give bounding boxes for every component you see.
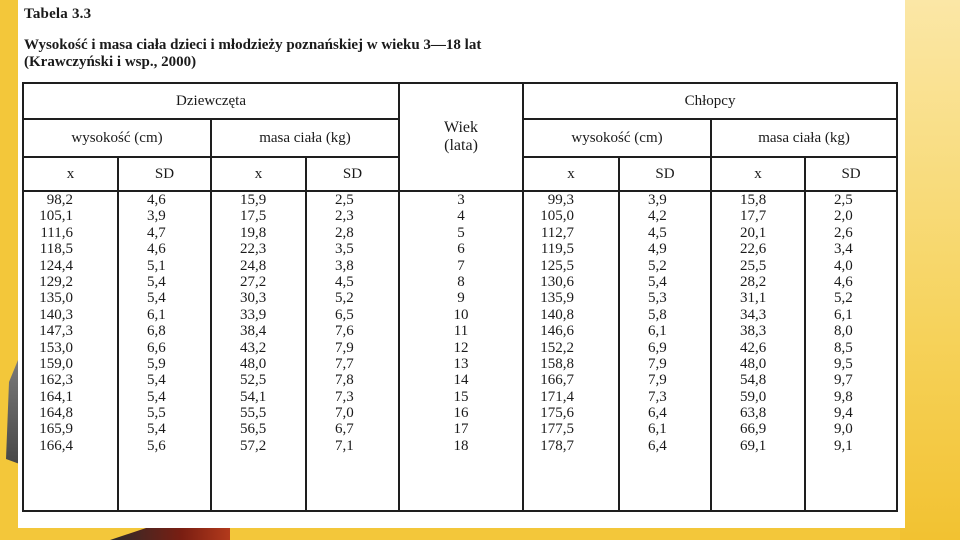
boys-height-mean-column <box>523 191 619 511</box>
table-cell: 9,7 <box>834 372 853 389</box>
table-cell: 18 <box>453 437 469 454</box>
table-cell: 16 <box>453 405 469 422</box>
table-cell: 48,0 <box>240 355 267 372</box>
table-cell: 5,4 <box>648 273 667 290</box>
table-cell: 5,3 <box>648 290 667 307</box>
table-cell: 34,3 <box>740 306 767 323</box>
table-cell: 7,0 <box>335 405 354 422</box>
table-cell: 2,5 <box>834 192 853 208</box>
table-cell: 7,9 <box>648 355 667 372</box>
boys-mass-sd-column <box>805 191 897 511</box>
table-cell: 140,3 <box>39 306 73 323</box>
table-cell: 105,1 <box>39 208 73 225</box>
table-cell: 7,9 <box>648 372 667 389</box>
table-cell: 119,5 <box>540 241 575 258</box>
table-cell: 4,2 <box>648 208 667 225</box>
table-cell: 166,4 <box>39 437 73 454</box>
table-cell: 54,1 <box>240 388 267 405</box>
table-cell: 5,4 <box>147 273 166 290</box>
table-cell: 9,4 <box>834 405 853 422</box>
table-cell: 2,0 <box>834 208 853 225</box>
table-cell: 30,3 <box>240 290 267 307</box>
table-cell: 6,9 <box>648 339 667 356</box>
girls-mass-mean-header: x <box>211 157 306 191</box>
table-cell: 10 <box>453 306 469 323</box>
height-mass-table <box>22 82 898 512</box>
table-cell: 7,3 <box>648 388 667 405</box>
table-cell: 27,2 <box>240 273 267 290</box>
table-cell: 4,9 <box>648 241 667 258</box>
table-cell: 38,4 <box>240 323 267 340</box>
table-cell: 5,2 <box>335 290 354 307</box>
table-cell: 4,6 <box>147 241 166 258</box>
background-right-stripe <box>900 0 960 540</box>
table-cell: 124,4 <box>39 257 73 274</box>
table-cell: 6,8 <box>147 323 166 340</box>
boys-mass-header: masa ciała (kg) <box>711 119 897 157</box>
table-cell: 9,5 <box>834 355 853 372</box>
table-cell: 152,2 <box>540 339 575 356</box>
girls-height-sd-column <box>118 191 211 511</box>
table-cell: 8 <box>457 273 465 290</box>
table-cell: 17,7 <box>740 208 767 225</box>
girls-mass-header: masa ciała (kg) <box>211 119 399 157</box>
table-cell: 2,6 <box>834 224 853 241</box>
table-cell: 7 <box>457 257 465 274</box>
table-cell: 135,9 <box>540 290 575 307</box>
table-cell: 9,8 <box>834 388 853 405</box>
table-cell: 164,1 <box>39 388 73 405</box>
table-cell: 7,6 <box>335 323 354 340</box>
table-cell: 48,0 <box>740 355 767 372</box>
table-cell: 24,8 <box>240 257 267 274</box>
table-cell: 5,9 <box>147 355 166 372</box>
table-cell: 7,8 <box>335 372 354 389</box>
table-cell: 6 <box>457 241 465 258</box>
table-cell: 22,3 <box>240 241 267 258</box>
table-cell: 98,2 <box>46 192 73 208</box>
table-cell: 6,1 <box>648 323 667 340</box>
table-cell: 2,5 <box>335 192 354 208</box>
table-cell: 15,9 <box>240 192 267 208</box>
table-cell: 54,8 <box>740 372 767 389</box>
table-cell: 4,6 <box>147 192 166 208</box>
table-cell: 5,4 <box>147 421 166 438</box>
boys-height-mean-header: x <box>523 157 619 191</box>
table-cell: 6,6 <box>147 339 166 356</box>
table-cell: 3,8 <box>335 257 354 274</box>
table-cell: 153,0 <box>39 339 73 356</box>
table-cell: 3,5 <box>335 241 354 258</box>
table-cell: 3 <box>457 192 465 208</box>
boys-height-sd-header: SD <box>619 157 711 191</box>
table-cell: 2,8 <box>335 224 354 241</box>
table-cell: 105,0 <box>540 208 575 225</box>
table-cell: 159,0 <box>39 355 73 372</box>
table-cell: 28,2 <box>740 273 767 290</box>
table-cell: 7,9 <box>335 339 354 356</box>
table-cell: 129,2 <box>39 273 73 290</box>
table-cell: 5,5 <box>147 405 166 422</box>
table-cell: 6,7 <box>335 421 354 438</box>
table-cell: 7,7 <box>335 355 354 372</box>
girls-header: Dziewczęta <box>23 83 399 119</box>
girls-mass-sd-header: SD <box>306 157 399 191</box>
table-cell: 6,4 <box>648 405 667 422</box>
girls-mass-mean-column <box>211 191 306 511</box>
table-cell: 55,5 <box>240 405 267 422</box>
table-cell: 33,9 <box>240 306 267 323</box>
girls-height-mean-header: x <box>23 157 118 191</box>
table-cell: 4,0 <box>834 257 853 274</box>
age-column <box>399 191 523 511</box>
table-cell: 5,4 <box>147 290 166 307</box>
table-cell: 166,7 <box>540 372 575 389</box>
table-cell: 164,8 <box>39 405 73 422</box>
table-cell: 5,4 <box>147 372 166 389</box>
table-cell: 6,4 <box>648 437 667 454</box>
table-cell: 146,6 <box>540 323 575 340</box>
table-cell: 171,4 <box>540 388 575 405</box>
age-header <box>399 83 523 191</box>
table-cell: 177,5 <box>540 421 575 438</box>
table-cell: 59,0 <box>740 388 767 405</box>
table-cell: 3,4 <box>834 241 853 258</box>
table-source: (Krawczyński i wsp., 2000) <box>24 54 197 70</box>
table-cell: 162,3 <box>39 372 73 389</box>
table-cell: 3,9 <box>648 192 667 208</box>
table-cell: 125,5 <box>540 257 575 274</box>
table-cell: 175,6 <box>540 405 575 422</box>
boys-mass-mean-column <box>711 191 805 511</box>
table-cell: 5,4 <box>147 388 166 405</box>
boys-height-sd-column <box>619 191 711 511</box>
table-cell: 69,1 <box>740 437 767 454</box>
girls-height-mean-column <box>23 191 118 511</box>
table-cell: 130,6 <box>540 273 575 290</box>
table-cell: 17,5 <box>240 208 267 225</box>
table-cell: 135,0 <box>39 290 73 307</box>
table-cell: 3,9 <box>147 208 166 225</box>
table-cell: 17 <box>453 421 469 438</box>
table-cell: 9,0 <box>834 421 853 438</box>
table-cell: 13 <box>453 355 469 372</box>
table-cell: 5,2 <box>648 257 667 274</box>
table-cell: 11 <box>453 323 469 340</box>
boys-header: Chłopcy <box>523 83 897 119</box>
boys-mass-mean-header: x <box>711 157 805 191</box>
girls-height-header: wysokość (cm) <box>23 119 211 157</box>
table-cell: 147,3 <box>39 323 73 340</box>
table-cell: 7,3 <box>335 388 354 405</box>
table-cell: 14 <box>453 372 469 389</box>
table-cell: 38,3 <box>740 323 767 340</box>
table-cell: 5,1 <box>147 257 166 274</box>
table-cell: 140,8 <box>540 306 575 323</box>
table-cell: 12 <box>453 339 469 356</box>
table-cell: 66,9 <box>740 421 767 438</box>
table-cell: 112,7 <box>540 224 575 241</box>
table-cell: 5,8 <box>648 306 667 323</box>
table-cell: 63,8 <box>740 405 767 422</box>
boys-height-header: wysokość (cm) <box>523 119 711 157</box>
table-cell: 2,3 <box>335 208 354 225</box>
table-cell: 158,8 <box>540 355 575 372</box>
table-cell: 15,8 <box>740 192 767 208</box>
table-cell: 20,1 <box>740 224 767 241</box>
table-cell: 19,8 <box>240 224 267 241</box>
girls-mass-sd-column <box>306 191 399 511</box>
table-cell: 43,2 <box>240 339 267 356</box>
table-cell: 8,5 <box>834 339 853 356</box>
table-cell: 9 <box>457 290 465 307</box>
table-cell: 6,5 <box>335 306 354 323</box>
table-cell: 4 <box>457 208 465 225</box>
table-number: Tabela 3.3 <box>24 6 92 22</box>
table-cell: 111,6 <box>40 224 73 241</box>
boys-mass-sd-header: SD <box>805 157 897 191</box>
table-cell: 178,7 <box>540 437 575 454</box>
table-title: Wysokość i masa ciała dzieci i młodzieży poznańskiej w wieku 3—18 lat <box>24 37 482 53</box>
age-header-label: Wiek (lata) <box>444 119 479 154</box>
table-cell: 118,5 <box>39 241 73 258</box>
table-cell: 22,6 <box>740 241 767 258</box>
scanned-table-page <box>18 0 905 528</box>
table-cell: 7,1 <box>335 437 354 454</box>
table-cell: 5,6 <box>147 437 166 454</box>
table-cell: 99,3 <box>547 192 575 208</box>
table-cell: 4,6 <box>834 273 853 290</box>
table-cell: 52,5 <box>240 372 267 389</box>
table-cell: 5 <box>457 224 465 241</box>
table-cell: 56,5 <box>240 421 267 438</box>
table-cell: 4,5 <box>648 224 667 241</box>
table-cell: 31,1 <box>740 290 767 307</box>
table-cell: 6,1 <box>834 306 853 323</box>
table-cell: 57,2 <box>240 437 267 454</box>
table-cell: 5,2 <box>834 290 853 307</box>
girls-height-sd-header: SD <box>118 157 211 191</box>
table-cell: 15 <box>453 388 469 405</box>
table-cell: 25,5 <box>740 257 767 274</box>
table-cell: 165,9 <box>39 421 73 438</box>
table-cell: 9,1 <box>834 437 853 454</box>
table-cell: 4,5 <box>335 273 354 290</box>
table-cell: 4,7 <box>147 224 166 241</box>
table-cell: 8,0 <box>834 323 853 340</box>
table-cell: 42,6 <box>740 339 767 356</box>
table-cell: 6,1 <box>147 306 166 323</box>
table-cell: 6,1 <box>648 421 667 438</box>
